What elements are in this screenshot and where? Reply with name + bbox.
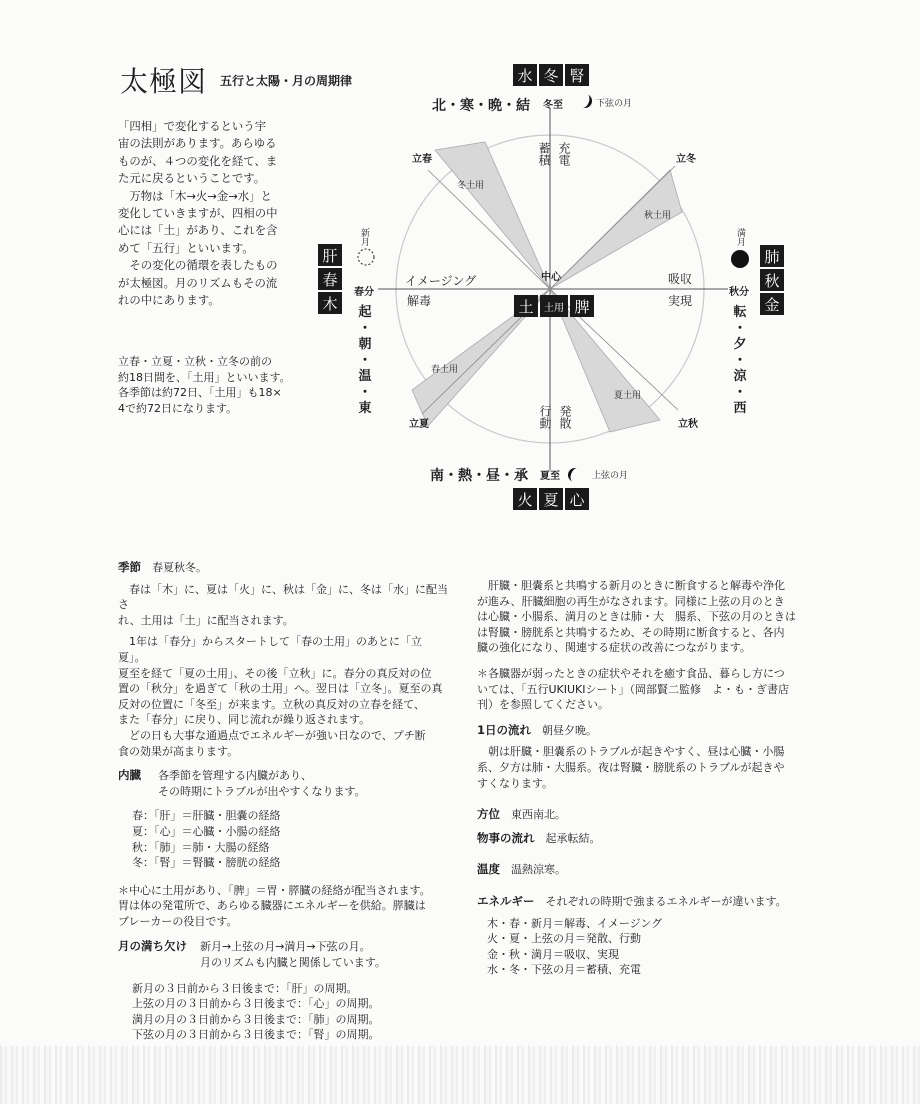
doyo-note: 立春・立夏・立秋・立冬の前の 約18日間を、「土用」といいます。 各季節は約72日、「土用」も18× 4で約72日になります。 xyxy=(118,355,291,415)
energy-tikuseki: 蓄積 xyxy=(537,142,551,166)
full-moon-icon xyxy=(731,250,749,268)
risshu-label: 立秋 xyxy=(678,419,698,430)
energy-gedoku: 解毒 xyxy=(407,294,432,308)
doyo-summer-label: 夏土用 xyxy=(614,391,642,401)
doyo-spring-label: 春土用 xyxy=(431,365,459,375)
energy-juden: 充電 xyxy=(557,142,571,166)
north-boxes: 水 冬 腎 xyxy=(513,64,589,86)
center-label: 中心 xyxy=(541,272,561,283)
east-solar: 秋分 xyxy=(729,287,749,298)
energy-jitsugen: 実現 xyxy=(668,294,693,308)
west-line: 起 ・ 朝 ・ 温 ・ 東 xyxy=(358,305,372,416)
east-line: 転 ・ 夕 ・ 涼 ・ 西 xyxy=(733,305,747,416)
south-moon: 上弦の月 xyxy=(592,471,629,481)
center-boxes: 土 土用 脾 xyxy=(514,295,594,317)
west-boxes: 肝 春 木 xyxy=(318,244,342,314)
ritto-line xyxy=(550,166,675,289)
north-solar: 冬至 xyxy=(543,100,563,111)
east-moon: 満月 xyxy=(735,228,745,246)
west-moon: 新月 xyxy=(359,228,369,246)
doyo-autumn-wedge xyxy=(550,170,682,289)
left-column: 季節 春夏秋冬。 春は「木」に、夏は「火」に、秋は「金」に、冬は「水」に配当さ れ、土用は「土」に配当されます。 1年は「春分」からスタートして「春の土用」のあとに「立夏」。 夏至を経て「夏の土用」、その後「立秋」に。春分の真反対の位 置の「秋分」を過ぎて「秋の土用」へ。翌日は「立冬」。夏至の真 反対の位置に「冬至」が来ます。立秋の真反対の立春を経て、 また「春分」に戻り、同じ流れが繰り返されます。 どの日も大事な通過点でエネルギーが強い日なので、プチ断 食の効果が高まります。 内臓 各季節を管理する内臓があり、 その時期にトラブルが出やすくなります。 春：「肝」＝肝臓・胆嚢の経絡 夏：「心」＝心臓・小腸の経絡 秋：「肺」＝肺・大腸の経絡 冬：「腎」＝腎臓・膀胱の経絡 ＊中心に土用があり、「脾」＝胃・膵臓の経絡が配当されます。 胃は体の発電所で、あらゆる臓器にエネルギーを供給。膵臓は ブレーカーの役目です。 月の満ち欠け 新月→上弦の月→満月→下弦の月。 月のリズムも内臓と関係しています。 新月の３日前から３日後まで：「肝」の周期。 上弦の月の３日前から３日後まで：「心」の周期。 満月の月の３日前から３日後まで：「肺」の周期。 下弦の月の３日前から３日後まで：「腎」の周期。 xyxy=(118,560,448,1042)
ritto-label: 立冬 xyxy=(676,154,696,165)
south-boxes: 火 夏 心 xyxy=(513,488,589,510)
risshun-label: 立春 xyxy=(412,154,432,165)
energy-hassan: 発散 xyxy=(558,405,572,429)
energy-imaging: イメージング xyxy=(405,274,477,288)
energy-kodo: 行動 xyxy=(538,405,552,429)
east-boxes: 肺 秋 金 xyxy=(760,245,784,315)
south-line: 南・熱・昼・承 xyxy=(430,468,528,484)
new-moon-icon xyxy=(358,249,374,265)
intro-text: 「四相」で変化するという宇 宙の法則があります。あらゆる ものが、４つの変化を経て、ま た元に戻るということです。 万物は「木→火→金→水」と 変化していきますが、四相の中 心には「土」があり、これを含 めて「五行」といいます。 その変化の循環を表したもの が太極図。月のリズムもその流 れの中にあります。 xyxy=(118,119,278,308)
waxing-moon-icon xyxy=(566,466,577,482)
doyo-autumn-label: 秋土用 xyxy=(644,211,672,221)
page-subtitle: 五行と太陽・月の周期律 xyxy=(220,74,353,88)
south-solar: 夏至 xyxy=(540,471,560,482)
doyo-winter-wedge xyxy=(435,142,550,289)
waning-moon-icon xyxy=(583,94,594,110)
rikka-label: 立夏 xyxy=(409,419,429,430)
north-moon: 下弦の月 xyxy=(596,99,633,109)
right-column: 肝臓・胆嚢系と共鳴する新月のときに断食すると解毒や浄化 が進み、肝臓細胞の再生がなされます。同様に上弦の月のとき は心臓・小腸系、満月のときは肺・大 腸系、下弦の月のときは は腎臓・膀胱系と共鳴するため、その時期に断食すると、各内 臓の強化になり、関連する症状の改善につながります。 ＊各臓器が弱ったときの症状やそれを癒す食品、暮らし方につ いては、「五行UKIUKIシート」（岡部賢二監修 よ・も・ぎ書店 刊）を参照してください。 1日の流れ 朝昼夕晩。 朝は肝臓・胆嚢系のトラブルが起きやすく、昼は心臓・小腸 系、夕方は肺・大腸系。夜は腎臓・膀胱系のトラブルが起きや すくなります。 方位 東西南北。 物事の流れ 起承転結。 温度 温熱涼寒。 エネルギー それぞれの時期で強まるエネルギーが違います。 木・春・新月＝解毒、イメージング 火・夏・上弦の月＝発散、行動 金・秋・満月＝吸収、実現 水・冬・下弦の月＝蓄積、充電 xyxy=(477,579,796,977)
energy-kyushu: 吸収 xyxy=(668,272,693,286)
page-title: 太極図 xyxy=(120,65,208,98)
west-solar: 春分 xyxy=(354,287,374,298)
north-line: 北・寒・晩・結 xyxy=(432,98,530,114)
scan-noise-band xyxy=(0,1046,920,1104)
doyo-winter-label: 冬土用 xyxy=(457,181,485,191)
